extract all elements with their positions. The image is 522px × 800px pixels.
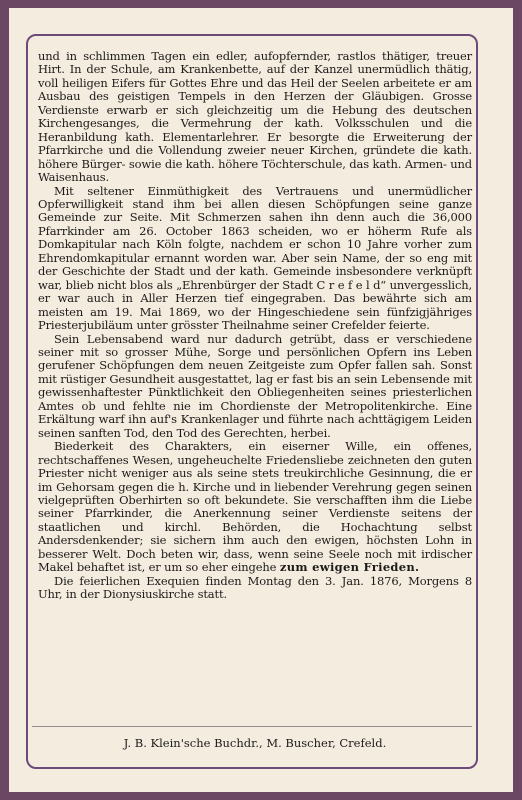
paragraph-1: und in schlimmen Tagen ein edler, aufopfernder, rastlos thätiger, treuer Hirt. In der Schule, am Krankenbette, auf der Kanzel unermüdlich thätig, voll heiligen Eifers für Gottes Ehre und das Heil der Seelen arbeitete er am Ausbau des geistigen Tempels in den Herzen der Gläubigen. Grosse Verdienste erwarb er sich gleichzeitig um die Hebung des deutschen Kirchengesanges, die Vermehrung der kath. Volksschulen und die Heranbildung kath. Elementarlehrer. Er besorgte die Erweiterung der Pfarrkirche und die Vollendung zweier neuer Kirchen, gründete die kath. höhere Bürger- sowie die kath. höhere Töchterschule, das kath. Armen- und Waisenhaus. [38,49,472,185]
printer-imprint: J. B. Klein'sche Buchdr., M. Buscher, Crefeld. [123,736,387,750]
paragraph-3: Sein Lebensabend ward nur dadurch getrübt, dass er verschiedene seiner mit so grosser Mühe, Sorge und persönlichen Opfern ins Leben gerufener Schöpfungen dem neuen Zeitgeiste zum Opfer fallen sah. Sonst mit rüstiger Gesundheit ausgestattet, lag er fast bis an sein Lebensende mit gewissenhaftester Pünktlichkeit den Obliegenheiten seines priesterlichen Amtes ob und fehlte nie im Chordienste der Metropolitenkirche. Eine Erkältung warf ihn auf's Krankenlager und führte nach achttägigem Leiden seinen sanften Tod, den Tod des Gerechten, herbei. [38,331,472,440]
obituary-text [38,50,472,602]
closing-phrase: zum ewigen Frieden. [279,560,420,575]
paragraph-2: Mit seltener Einmüthigkeit des Vertrauens und unermüdlicher Opferwilligkeit stand ihm bei allen diesen Schöpfungen seine ganze Gemeinde zur Seite. Mit Schmerzen sahen ihn denn auch die 36,000 Pfarrkinder am 26. October 1863 scheiden, wo er höherm Rufe als Domkapitular nach Köln folgte, nachdem er schon 10 Jahre vorher zum Ehrendomkapitular ernannt worden war. Aber sein Name, der so eng mit der Geschichte der Stadt und der kath. Gemeinde insbesondere verknüpft war, blieb nicht blos als „Ehrenbürger der Stadt C r e f e l d“ unvergesslich, er war auch in Aller Herzen tief eingegraben. Das bewährte sich am meisten am 19. Mai 1869, wo der Hingeschiedene sein fünfzigjähriges Priesterjubiläum unter grösster Theilnahme seiner Crefelder feierte. [38,183,472,333]
paragraph-5: Die feierlichen Exequien finden Montag den 3. Jan. 1876, Morgens 8 Uhr, in der Dionysiuskirche statt. [38,573,472,602]
separator-line [32,726,472,727]
paragraph-4 [38,440,472,575]
paragraph-4-text: Biederkeit des Charakters, ein eiserner Wille, ein offenes, rechtschaffenes Wesen, ungeheuchelte Friedensliebe zeichneten den guten Priester nicht weniger aus als seine stets treukirchliche Gesinnung, die er im Gehorsam gegen die h. Kirche und in liebender Verehrung gegen seinen vielgeprüften Oberhirten so oft bekundete. Sie verschafften ihm die Liebe seiner Pfarrkinder, die Anerkennung seiner Verdienste seitens der staatlichen und kirchl. Behörden, die Hochachtung selbst Andersdenkender; sie sichern ihm auch den ewigen, höchsten Lohn in besserer Welt. Doch beten wir, dass, wenn seine Seele noch mit irdischer Makel behaftet ist, er um so eher eingehe [38,439,472,575]
